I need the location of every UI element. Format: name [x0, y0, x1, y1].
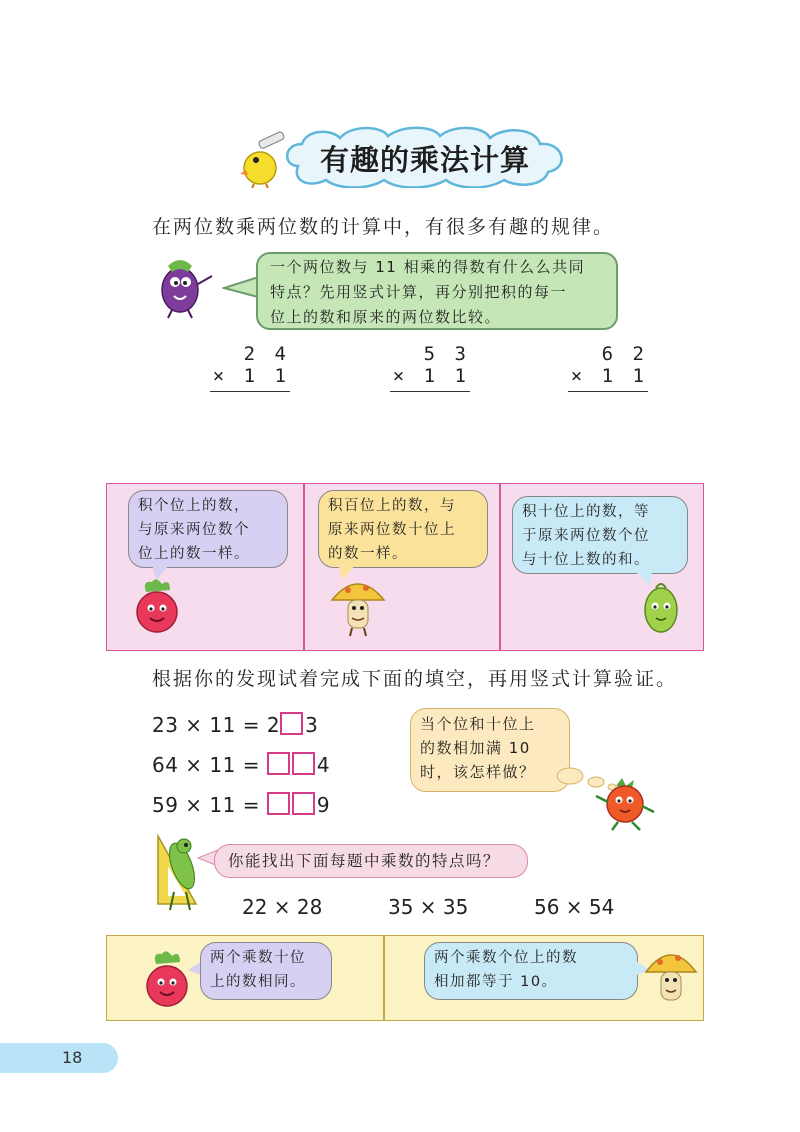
observation-text-3	[522, 500, 650, 572]
page-number: 18	[62, 1048, 83, 1067]
bottom-line: 两个乘数个位上的数	[434, 950, 578, 966]
vertical-calc-rule	[390, 391, 470, 392]
equation-left: 64 × 11 =	[152, 753, 260, 777]
hint-line: 的数相加满 10	[420, 739, 531, 757]
bottom-text-1	[210, 946, 306, 994]
answer-box[interactable]	[267, 792, 290, 815]
hint-text	[420, 712, 536, 784]
bean-character-icon	[636, 578, 686, 640]
product-2: 35 × 35	[388, 895, 469, 919]
question2-text: 你能找出下面每题中乘数的特点吗？	[228, 852, 501, 870]
equation-right: 4	[316, 753, 331, 777]
answer-box[interactable]	[292, 792, 315, 815]
page-number-tab	[0, 1043, 118, 1073]
radish-character-icon	[132, 578, 182, 636]
observation-text-2	[328, 494, 456, 566]
mushroom-character-icon	[328, 574, 388, 640]
fill-in-row-1	[152, 712, 318, 737]
intro-text: 在两位数乘两位数的计算中，有很多有趣的规律。	[152, 216, 615, 238]
equation-left: 59 × 11 =	[152, 793, 260, 817]
product-1: 22 × 28	[242, 895, 323, 919]
equation-left: 23 × 11 = 2	[152, 713, 281, 737]
vertical-calc-rule	[210, 391, 290, 392]
bottom-line: 上的数相同。	[210, 974, 306, 990]
vertical-calc-bottom: × 1 1	[570, 365, 648, 387]
equation-right: 3	[305, 713, 319, 737]
observation-line: 与十位上数的和。	[522, 552, 650, 568]
observation-line: 于原来两位数个位	[522, 528, 650, 544]
panel-divider	[499, 484, 501, 650]
vertical-calc-bottom: × 1 1	[392, 365, 470, 387]
radish-character-icon	[142, 950, 192, 1010]
vertical-calc-1	[210, 343, 290, 392]
equation-right: 9	[316, 793, 331, 817]
bottom-line: 相加都等于 10。	[434, 974, 558, 990]
observation-line: 原来两位数十位上	[328, 522, 456, 538]
answer-box[interactable]	[280, 712, 303, 735]
page-title: 有趣的乘法计算	[319, 143, 530, 177]
observation-line: 积个位上的数，	[138, 498, 250, 514]
observation-line: 与原来两位数个	[138, 522, 250, 538]
observation-line: 积十位上的数，等	[522, 504, 650, 520]
task-text: 根据你的发现试着完成下面的填空，再用竖式计算验证。	[152, 668, 678, 690]
eggplant-character-icon	[148, 248, 218, 320]
observation-line: 位上的数一样。	[138, 546, 250, 562]
chick-with-telescope-icon	[238, 130, 286, 188]
answer-box[interactable]	[267, 752, 290, 775]
fill-in-row-2	[152, 752, 330, 777]
mushroom-character-icon	[642, 944, 700, 1012]
question-line: 一个两位数与 11 相乘的得数有什么么共同	[270, 258, 586, 276]
bottom-line: 两个乘数十位	[210, 950, 306, 966]
product-3: 56 × 54	[534, 895, 615, 919]
observation-line: 的数一样。	[328, 546, 408, 562]
vertical-calc-top: 2 4	[243, 343, 290, 365]
bottom-text-2	[434, 946, 578, 994]
hint-line: 当个位和十位上	[420, 715, 536, 733]
observation-line: 积百位上的数，与	[328, 498, 456, 514]
panel-divider	[303, 484, 305, 650]
triangle-ruler-character-icon	[152, 826, 206, 914]
vertical-calc-rule	[568, 391, 648, 392]
question-bubble-text	[270, 255, 585, 330]
vertical-calc-bottom: × 1 1	[212, 365, 290, 387]
observation-text-1	[138, 494, 250, 566]
vertical-calc-3	[568, 343, 648, 392]
vertical-calc-2	[390, 343, 470, 392]
answer-box[interactable]	[292, 752, 315, 775]
question-line: 位上的数和原来的两位数比较。	[270, 308, 502, 326]
hint-line: 时，该怎样做？	[420, 763, 536, 781]
panel-divider	[383, 936, 385, 1020]
fill-in-row-3	[152, 792, 330, 817]
tomato-character-icon	[592, 776, 658, 832]
vertical-calc-top: 5 3	[423, 343, 470, 365]
vertical-calc-top: 6 2	[601, 343, 648, 365]
question-line: 特点？先用竖式计算，再分别把积的每一	[270, 283, 568, 301]
